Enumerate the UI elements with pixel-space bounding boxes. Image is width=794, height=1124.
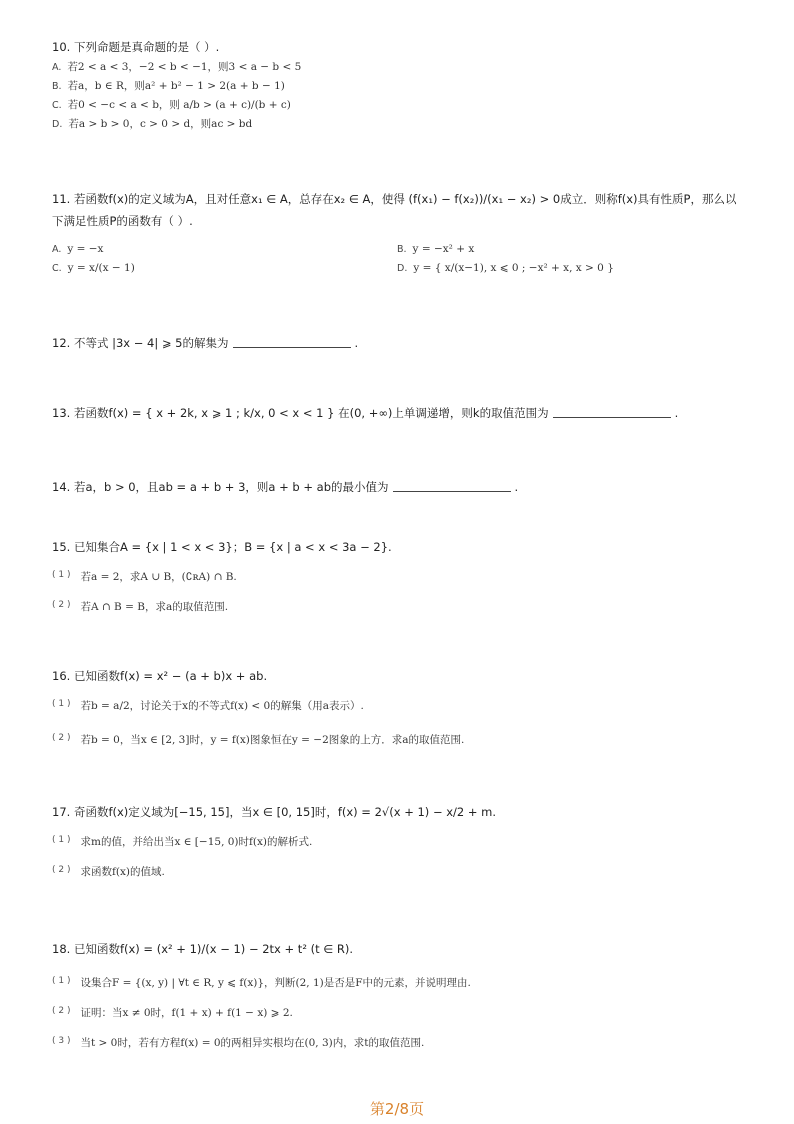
option-letter: D. — [397, 263, 408, 274]
question-17 — [52, 803, 742, 881]
part-text: 若A ∩ B = B，求a的取值范围. — [80, 601, 229, 613]
question-11-option-a — [52, 240, 397, 259]
part-text: 设集合F = {(x, y) | ∀t ∈ R, y ⩽ f(x)}，判断(2, 1)是否是F中的元素，并说明理由. — [80, 977, 471, 989]
part-text: 若a = 2，求A ∪ B，(∁ʀA) ∩ B. — [80, 571, 237, 583]
question-11-stem-line-2: 下满足性质P的函数有（ ）. — [52, 214, 193, 228]
question-17-part-2 — [52, 861, 742, 881]
option-text: 若a > b > 0，c > 0 > d，则ac > bd — [68, 118, 253, 130]
question-10-option-d — [52, 115, 742, 134]
part-number: ( 2 ) — [52, 600, 71, 610]
question-10-option-b — [52, 77, 742, 96]
question-14-text: 14. 若a，b > 0，且ab = a + b + 3，则a + b + ab的最小值为 — [52, 480, 389, 494]
question-15-part-1 — [52, 566, 742, 586]
option-letter: B. — [397, 244, 407, 255]
part-text: 求函数f(x)的值域. — [80, 866, 165, 878]
question-18-part-2 — [52, 1002, 742, 1022]
question-15-stem: 15. 已知集合A = {x | 1 < x < 3}；B = {x | a < x < 3a − 2}. — [52, 540, 392, 554]
option-text: y = { x/(x−1), x ⩽ 0 ; −x² + x, x > 0 } — [413, 262, 614, 274]
option-letter: A. — [52, 244, 62, 255]
answer-blank[interactable] — [553, 407, 671, 418]
answer-blank[interactable] — [233, 337, 351, 348]
option-text: y = −x² + x — [412, 243, 475, 255]
question-11-option-b — [397, 240, 742, 259]
answer-blank[interactable] — [393, 481, 511, 492]
question-17-part-1 — [52, 831, 742, 851]
question-14-end: . — [514, 480, 519, 494]
question-18-part-3 — [52, 1032, 742, 1052]
question-14-line — [52, 478, 742, 496]
question-12-end: . — [354, 336, 359, 350]
question-10-option-a — [52, 58, 742, 77]
option-text: 若2 < a < 3，−2 < b < −1，则3 < a − b < 5 — [67, 61, 302, 73]
question-18 — [52, 940, 742, 1052]
question-18-stem: 18. 已知函数f(x) = (x² + 1)/(x − 1) − 2tx + t² (t ∈ R). — [52, 942, 354, 956]
question-11-options — [52, 240, 742, 278]
question-15 — [52, 538, 742, 616]
option-letter: D. — [52, 119, 63, 130]
part-number: ( 1 ) — [52, 699, 71, 709]
part-text: 若b = a/2，讨论关于x的不等式f(x) < 0的解集（用a表示）. — [80, 700, 364, 712]
question-16-part-2 — [52, 729, 742, 749]
question-14 — [52, 478, 742, 496]
question-13-end: . — [674, 406, 679, 420]
option-text: 若a，b ∈ R，则a² + b² − 1 > 2(a + b − 1) — [67, 80, 285, 92]
question-10 — [52, 38, 742, 134]
question-11-option-c — [52, 259, 397, 278]
option-text: y = x/(x − 1) — [67, 262, 135, 274]
question-16-part-1 — [52, 695, 742, 715]
options-left-column — [52, 240, 397, 278]
part-number: ( 1 ) — [52, 976, 71, 986]
option-letter: A. — [52, 62, 62, 73]
question-10-stem: 10. 下列命题是真命题的是（ ）. — [52, 40, 220, 54]
question-11-stem-line-1: 11. 若函数f(x)的定义域为A，且对任意x₁ ∈ A，总存在x₂ ∈ A，使得 (f(x₁) − f(x₂))/(x₁ − x₂) > 0成立．则称f(x)具有性质P，那么以 — [52, 192, 737, 206]
option-letter: C. — [52, 100, 62, 111]
question-17-stem: 17. 奇函数f(x)定义域为[−15, 15]，当x ∈ [0, 15]时，f(x) = 2√(x + 1) − x/2 + m. — [52, 805, 497, 819]
part-number: ( 1 ) — [52, 835, 71, 845]
question-16-stem: 16. 已知函数f(x) = x² − (a + b)x + ab. — [52, 669, 268, 683]
option-text: y = −x — [67, 243, 104, 255]
question-13 — [52, 404, 742, 422]
question-11-option-d — [397, 259, 742, 278]
question-10-option-c — [52, 96, 742, 115]
options-right-column — [397, 240, 742, 278]
question-12 — [52, 334, 742, 352]
option-letter: B. — [52, 81, 62, 92]
question-11 — [52, 190, 742, 278]
question-16 — [52, 667, 742, 749]
part-text: 若b = 0，当x ∈ [2, 3]时，y = f(x)图象恒在y = −2图象的上方．求a的取值范围. — [80, 734, 465, 746]
part-number: ( 2 ) — [52, 1006, 71, 1016]
option-letter: C. — [52, 263, 62, 274]
question-12-text: 12. 不等式 |3x − 4| ⩾ 5的解集为 — [52, 336, 229, 350]
part-text: 证明：当x ≠ 0时，f(1 + x) + f(1 − x) ⩾ 2. — [80, 1007, 293, 1019]
part-number: ( 2 ) — [52, 865, 71, 875]
part-number: ( 3 ) — [52, 1036, 71, 1046]
part-text: 求m的值，并给出当x ∈ [−15, 0)时f(x)的解析式. — [80, 836, 313, 848]
question-18-part-1 — [52, 972, 742, 992]
page-number: 第2/8页 — [369, 1100, 425, 1118]
option-text: 若0 < −c < a < b，则 a/b > (a + c)/(b + c) — [67, 99, 291, 111]
question-13-line — [52, 404, 742, 422]
part-number: ( 2 ) — [52, 733, 71, 743]
part-number: ( 1 ) — [52, 570, 71, 580]
question-12-line — [52, 334, 742, 352]
question-15-part-2 — [52, 596, 742, 616]
question-13-text: 13. 若函数f(x) = { x + 2k, x ⩾ 1 ; k/x, 0 < x < 1 } 在(0, +∞)上单调递增，则k的取值范围为 — [52, 406, 549, 420]
part-text: 当t > 0时，若有方程f(x) = 0的两相异实根均在(0, 3)内，求t的取值范围. — [80, 1037, 425, 1049]
